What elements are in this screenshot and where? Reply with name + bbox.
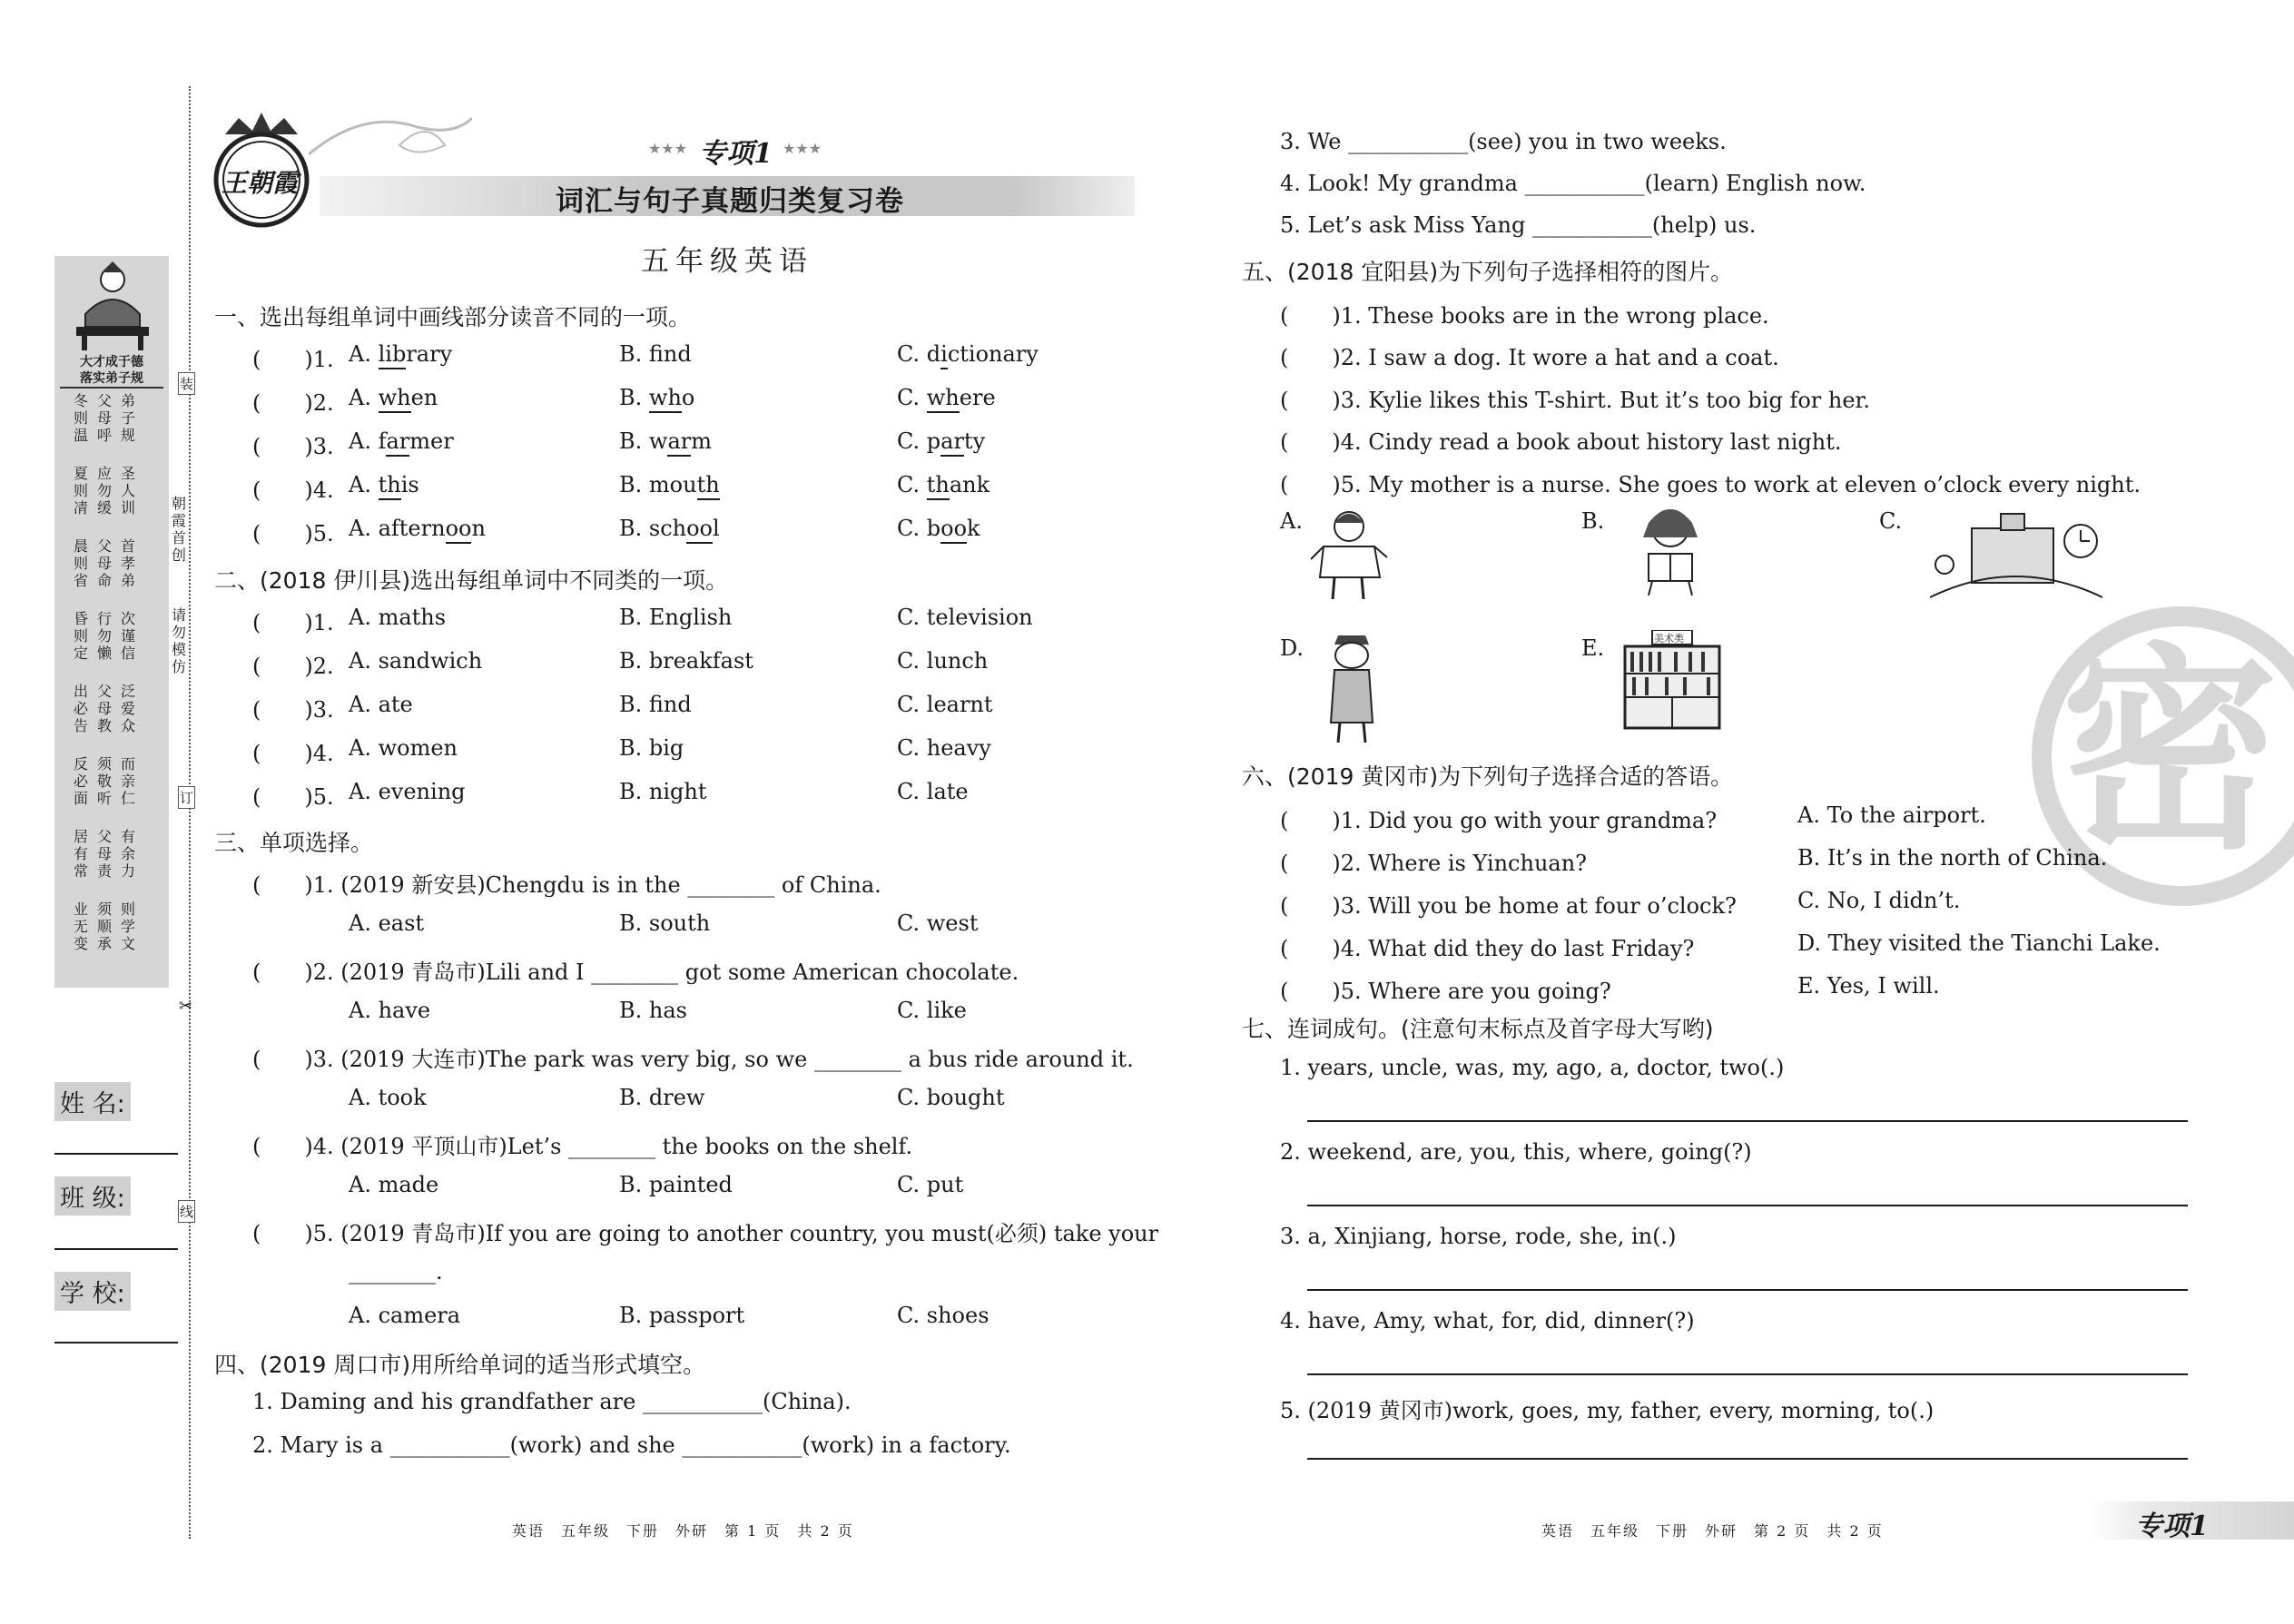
option-a[interactable]: A. have bbox=[349, 998, 431, 1023]
picture-c-hospital-clock bbox=[1925, 501, 2106, 601]
shelf-sign-text: 美术类 bbox=[1654, 633, 1684, 645]
picture-b-girl-reading bbox=[1625, 501, 1716, 597]
option-word: C. thank bbox=[897, 472, 989, 500]
option-word: A. afternoon bbox=[349, 516, 486, 544]
answer-option[interactable]: D. They visited the Tianchi Lake. bbox=[1797, 930, 2161, 956]
section7-heading: 七、连词成句。(注意句末标点及首字母大写哟) bbox=[1242, 1016, 1714, 1042]
option-word: B. school bbox=[619, 516, 720, 544]
question-number: ( )3. bbox=[252, 434, 334, 459]
section3-heading: 三、单项选择。 bbox=[214, 830, 374, 856]
name-field[interactable] bbox=[54, 1153, 178, 1155]
question-text: 1. years, uncle, was, my, ago, a, doctor, two(.) bbox=[1280, 1055, 1785, 1080]
option-b[interactable] bbox=[619, 516, 720, 541]
option-word: C. party bbox=[897, 428, 985, 457]
option-c[interactable] bbox=[897, 516, 980, 541]
section4-item-5: 5. Let’s ask Miss Yang ___________(help) us. bbox=[1280, 212, 1757, 238]
answer-line[interactable] bbox=[1307, 1373, 2188, 1375]
sidebar-poem-column: 冬则温 bbox=[73, 392, 88, 444]
question-number: ( )5. bbox=[252, 784, 334, 810]
right-footer: 英语 五年级 下册 外研 第 2 页 共 2 页 bbox=[1541, 1522, 1884, 1540]
option-a[interactable] bbox=[349, 341, 452, 367]
sidebar-poem-column: 晨则省 bbox=[73, 537, 88, 589]
cut-mark-1: 装 bbox=[178, 372, 195, 395]
question-text: ( )3. Will you be home at four o’clock? bbox=[1280, 893, 1737, 919]
option-c[interactable] bbox=[897, 385, 996, 410]
picture-b-label: B. bbox=[1581, 508, 1605, 534]
left-footer: 英语 五年级 下册 外研 第 1 页 共 2 页 bbox=[512, 1522, 854, 1540]
question-text: ( )2. Where is Yinchuan? bbox=[1280, 851, 1588, 876]
header-badge: 专项1 bbox=[699, 138, 773, 170]
option-b[interactable]: B. drew bbox=[619, 1085, 705, 1110]
option-word: A. when bbox=[349, 385, 438, 413]
cut-mark-2: 订 bbox=[178, 786, 195, 809]
sidebar-poem-column: 则学文 bbox=[120, 901, 135, 952]
picture-a-label: A. bbox=[1280, 508, 1303, 534]
option-b[interactable]: B. breakfast bbox=[619, 648, 753, 674]
section4-heading: 四、(2019 周口市)用所给单词的适当形式填空。 bbox=[214, 1352, 706, 1378]
scissors-icon: ✂ bbox=[179, 997, 193, 1016]
sidebar-poem-column: 昏则定 bbox=[73, 610, 88, 662]
picture-e-label: E. bbox=[1581, 635, 1605, 661]
question-text: ( )1. (2019 新安县)Chengdu is in the ________ of China. bbox=[252, 872, 881, 898]
sidebar-poem-column: 行勿懒 bbox=[96, 610, 112, 662]
watermark-character: 密 bbox=[2061, 625, 2279, 879]
answer-line[interactable] bbox=[1307, 1458, 2188, 1460]
question-number: ( )2. bbox=[252, 390, 334, 416]
option-word: A. this bbox=[349, 472, 419, 500]
option-word: C. where bbox=[897, 385, 996, 413]
sidebar-divider bbox=[60, 387, 163, 389]
page-subtitle: 五年级英语 bbox=[641, 245, 813, 278]
option-b[interactable]: B. night bbox=[619, 779, 707, 804]
sidebar-poem-column: 泛爱众 bbox=[120, 683, 135, 734]
answer-line[interactable] bbox=[1307, 1120, 2188, 1122]
question-text: 3. a, Xinjiang, horse, rode, she, in(.) bbox=[1280, 1224, 1677, 1249]
option-c[interactable]: C. heavy bbox=[897, 735, 991, 761]
option-word: C. dictionary bbox=[897, 341, 1039, 369]
sidebar-poem-column: 须敬听 bbox=[96, 755, 112, 807]
answer-line[interactable] bbox=[1307, 1205, 2188, 1206]
sidebar-poem-column: 父母责 bbox=[96, 828, 112, 880]
option-b[interactable]: B. painted bbox=[619, 1172, 733, 1197]
header-star-right: ★★★ bbox=[783, 140, 822, 157]
option-c[interactable] bbox=[897, 428, 985, 454]
vertical-note-2: 请勿模仿 bbox=[171, 606, 186, 675]
section5-item-3: ( )3. Kylie likes this T-shirt. But it’s too big for her. bbox=[1280, 388, 1871, 413]
section6-heading: 六、(2019 黄冈市)为下列句子选择合适的答语。 bbox=[1242, 763, 1734, 790]
option-c[interactable]: C. west bbox=[897, 910, 979, 936]
option-b[interactable]: B. has bbox=[619, 998, 687, 1023]
question-text: 2. weekend, are, you, this, where, going(?) bbox=[1280, 1139, 1752, 1165]
question-number: ( )4. bbox=[252, 477, 334, 503]
option-c[interactable]: C. late bbox=[897, 779, 969, 804]
page-title: 词汇与句子真题归类复习卷 bbox=[556, 185, 904, 218]
question-number: ( )1. bbox=[252, 610, 334, 635]
section5-item-4: ( )4. Cindy read a book about history last night. bbox=[1280, 429, 1842, 455]
sidebar-poem-column: 弟子规 bbox=[120, 392, 135, 444]
question-text: ( )2. (2019 青岛市)Lili and I ________ got some American chocolate. bbox=[252, 960, 1019, 985]
option-b[interactable] bbox=[619, 385, 694, 410]
sidebar-poem-column: 夏则凊 bbox=[73, 465, 88, 517]
question-text: ( )1. Did you go with your grandma? bbox=[1280, 808, 1718, 833]
sidebar-poem-column: 次谨信 bbox=[120, 610, 135, 662]
option-a[interactable]: A. took bbox=[349, 1085, 427, 1110]
class-field[interactable] bbox=[54, 1248, 178, 1250]
answer-option[interactable]: C. No, I didn’t. bbox=[1797, 888, 1961, 913]
binding-dotted-line bbox=[189, 86, 191, 1539]
option-c[interactable] bbox=[897, 472, 989, 497]
option-c[interactable]: C. learnt bbox=[897, 692, 993, 717]
option-a[interactable]: A. women bbox=[349, 735, 458, 761]
question-text: ( )5. Where are you going? bbox=[1280, 979, 1611, 1004]
option-b[interactable]: B. English bbox=[619, 605, 733, 630]
section1-heading: 一、选出每组单词中画线部分读音不同的一项。 bbox=[214, 304, 692, 330]
question-text-continued: ________. bbox=[349, 1259, 443, 1284]
question-text: 5. (2019 黄冈市)work, goes, my, father, every, morning, to(.) bbox=[1280, 1398, 1935, 1423]
sidebar-poem-column: 须顺承 bbox=[96, 901, 112, 952]
question-number: ( )5. bbox=[252, 521, 334, 546]
option-b[interactable] bbox=[619, 428, 712, 454]
sidebar-poem-column: 应勿缓 bbox=[96, 465, 112, 517]
sidebar-poem-column: 居有常 bbox=[73, 828, 88, 880]
option-c[interactable]: C. shoes bbox=[897, 1303, 989, 1328]
option-a[interactable] bbox=[349, 385, 438, 410]
sidebar-caption-2: 落实弟子规 bbox=[80, 371, 143, 386]
school-field[interactable] bbox=[54, 1342, 178, 1343]
sidebar-poem-column: 出必告 bbox=[73, 683, 88, 734]
ribbon-decoration bbox=[309, 109, 472, 163]
sidebar-poem-column: 圣人训 bbox=[120, 465, 135, 517]
option-c[interactable]: C. put bbox=[897, 1172, 964, 1197]
picture-d-label: D. bbox=[1280, 635, 1305, 661]
question-text: ( )5. (2019 青岛市)If you are going to another country, you must(必须) take your bbox=[252, 1221, 1159, 1246]
section5-item-5: ( )5. My mother is a nurse. She goes to work at eleven o’clock every night. bbox=[1280, 472, 2141, 497]
option-b[interactable] bbox=[619, 341, 692, 367]
option-word: A. library bbox=[349, 341, 452, 369]
question-text: ( )3. (2019 大连市)The park was very big, so we ________ a bus ride around it. bbox=[252, 1047, 1134, 1072]
sidebar-poem-column: 而亲仁 bbox=[120, 755, 135, 807]
option-word: B. mouth bbox=[619, 472, 720, 500]
option-word: A. farmer bbox=[349, 428, 454, 457]
sidebar-poem-column: 父母命 bbox=[96, 537, 112, 589]
option-a[interactable] bbox=[349, 428, 454, 454]
class-label: 班 级: bbox=[54, 1176, 131, 1216]
option-b[interactable]: B. south bbox=[619, 910, 711, 936]
corner-badge: 专项1 bbox=[2135, 1511, 2209, 1542]
name-label: 姓 名: bbox=[54, 1082, 131, 1121]
scholar-icon bbox=[65, 260, 160, 352]
vertical-note-1: 朝霞首创 bbox=[171, 495, 186, 564]
answer-option[interactable]: E. Yes, I will. bbox=[1797, 973, 1940, 999]
option-b[interactable]: B. find bbox=[619, 692, 692, 717]
option-a[interactable] bbox=[349, 472, 419, 497]
option-a[interactable]: A. maths bbox=[349, 605, 447, 630]
sidebar-poem-column: 业无变 bbox=[73, 901, 88, 952]
option-c[interactable]: C. bought bbox=[897, 1085, 1005, 1110]
sidebar-poem-column: 父母呼 bbox=[96, 392, 112, 444]
logo-text: 王朝霞 bbox=[222, 168, 299, 198]
cut-mark-3: 线 bbox=[178, 1200, 195, 1223]
answer-option[interactable]: A. To the airport. bbox=[1797, 802, 1986, 828]
option-a[interactable]: A. east bbox=[349, 910, 425, 936]
picture-d-dog-in-coat bbox=[1320, 623, 1383, 746]
section4-item-2: 2. Mary is a ___________(work) and she ___________(work) in a factory. bbox=[252, 1432, 1011, 1458]
section4-item-3: 3. We ___________(see) you in two weeks. bbox=[1280, 129, 1727, 154]
option-a[interactable] bbox=[349, 516, 486, 541]
option-b[interactable]: B. passport bbox=[619, 1303, 745, 1328]
section5-heading: 五、(2018 宜阳县)为下列句子选择相符的图片。 bbox=[1242, 259, 1734, 285]
option-a[interactable]: A. ate bbox=[349, 692, 413, 717]
answer-line[interactable] bbox=[1307, 1289, 2188, 1291]
option-b[interactable] bbox=[619, 472, 720, 497]
question-number: ( )1. bbox=[252, 347, 334, 372]
school-label: 学 校: bbox=[54, 1272, 131, 1311]
picture-c-label: C. bbox=[1879, 508, 1903, 534]
question-number: ( )4. bbox=[252, 741, 334, 766]
option-word: C. book bbox=[897, 516, 980, 544]
answer-option[interactable]: B. It’s in the north of China. bbox=[1797, 845, 2108, 871]
question-number: ( )3. bbox=[252, 697, 334, 723]
option-a[interactable]: A. made bbox=[349, 1172, 439, 1197]
option-c[interactable]: C. television bbox=[897, 605, 1033, 630]
question-text: 4. have, Amy, what, for, did, dinner(?) bbox=[1280, 1308, 1695, 1334]
section4-item-4: 4. Look! My grandma ___________(learn) English now. bbox=[1280, 171, 1866, 196]
option-a[interactable]: A. camera bbox=[349, 1303, 461, 1328]
option-a[interactable]: A. evening bbox=[349, 779, 466, 804]
question-text: ( )4. What did they do last Friday? bbox=[1280, 936, 1695, 961]
option-c[interactable]: C. like bbox=[897, 998, 967, 1023]
sidebar-poem-column: 有余力 bbox=[120, 828, 135, 880]
section5-item-1: ( )1. These books are in the wrong place. bbox=[1280, 303, 1769, 329]
section5-item-2: ( )2. I saw a dog. It wore a hat and a coat. bbox=[1280, 345, 1779, 370]
option-word: B. warm bbox=[619, 428, 712, 457]
option-word: B. fnd bbox=[619, 341, 692, 367]
section2-heading: 二、(2018 伊川县)选出每组单词中不同类的一项。 bbox=[214, 567, 729, 594]
option-word: B. who bbox=[619, 385, 694, 413]
option-c[interactable]: C. lunch bbox=[897, 648, 989, 674]
option-c[interactable] bbox=[897, 341, 1039, 367]
option-b[interactable]: B. big bbox=[619, 735, 684, 761]
question-text: ( )4. (2019 平顶山市)Let’s ________ the books on the shelf. bbox=[252, 1134, 913, 1159]
picture-a-girl-tshirt bbox=[1307, 505, 1389, 605]
sidebar-poem-column: 首孝弟 bbox=[120, 537, 135, 589]
sidebar-poem-column: 反必面 bbox=[73, 755, 88, 807]
option-a[interactable]: A. sandwich bbox=[349, 648, 483, 674]
sidebar-caption-1: 大才成于德 bbox=[80, 355, 143, 369]
header-star-left: ★★★ bbox=[648, 140, 688, 157]
sidebar-poem-column: 父母教 bbox=[96, 683, 112, 734]
section4-item-1: 1. Daming and his grandfather are ___________(China). bbox=[252, 1389, 852, 1414]
question-number: ( )2. bbox=[252, 654, 334, 679]
